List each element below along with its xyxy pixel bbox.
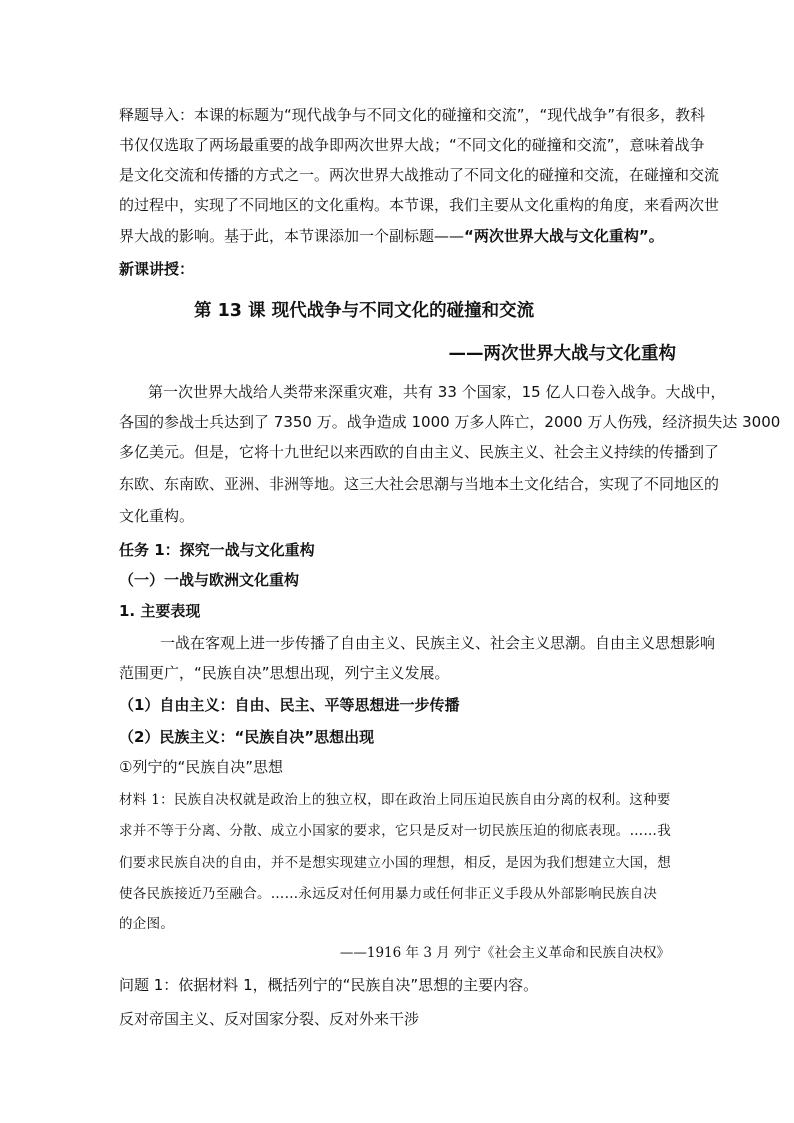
lesson-subtitle: ——两次世界大战与文化重构	[448, 344, 676, 364]
part-heading: （一）一战与欧洲文化重构	[119, 571, 300, 589]
performance-line-2: 范围更广，“民族自决”思想出现，列宁主义发展。	[119, 664, 450, 682]
point-heading: 1. 主要表现	[119, 602, 201, 620]
material-line-2: 求并不等于分离、分散、成立小国家的要求，它只是反对一切民族压迫的彻底表现。……我	[119, 823, 671, 839]
section-heading: 新课讲授：	[119, 260, 195, 278]
material-line-3: 们要求民族自决的自由，并不是想实现建立小国的理想，相反，是因为我们想建立大国，想	[119, 855, 671, 871]
material-line-5: 的企图。	[119, 916, 175, 932]
task-heading: 任务 1：探究一战与文化重构	[119, 541, 315, 559]
overview-line-1: 第一次世界大战给人类带来深重灾难，共有 33 个国家，15 亿人口卷入战争。大战中，	[148, 383, 726, 401]
intro-line-5	[119, 226, 664, 246]
material-line-4: 使各民族接近乃至融合。……永远反对任何用暴力或任何非正义手段从外部影响民族自决	[119, 886, 658, 902]
overview-line-2: 各国的参战士兵达到了 7350 万。战争造成 1000 万多人阵亡，2000 万人伤残，经济损失达 3000	[119, 413, 781, 431]
intro-line-3: 是文化交流和传播的方式之一。两次世界大战推动了不同文化的碰撞和交流，在碰撞和交流	[119, 166, 720, 184]
sub-heading-liberalism: （1）自由主义：自由、民主、平等思想进一步传播	[119, 696, 460, 714]
lenin-heading: ①列宁的“民族自决”思想	[119, 758, 283, 776]
overview-line-3: 多亿美元。但是，它将十九世纪以来西欧的自由主义、民族主义、社会主义持续的传播到了	[119, 443, 720, 461]
performance-line-1: 一战在客观上进一步传播了自由主义、民族主义、社会主义思潮。自由主义思想影响	[160, 634, 716, 652]
intro-subtitle-emphasis: “两次世界大战与文化重构”。	[464, 227, 664, 245]
material-line-1: 材料 1：民族自决权就是政治上的独立权，即在政治上同压迫民族自由分离的权利。这种要	[119, 792, 671, 808]
lesson-title: 第 13 课 现代战争与不同文化的碰撞和交流	[194, 301, 535, 321]
overview-line-5: 文化重构。	[119, 507, 195, 525]
sub-heading-nationalism: （2）民族主义：“民族自决”思想出现	[119, 728, 375, 746]
intro-line-2: 书仅仅选取了两场最重要的战争即两次世界大战；“不同文化的碰撞和交流”，意味着战争	[119, 136, 705, 154]
material-source: ——1916 年 3 月 列宁《社会主义革命和民族自决权》	[339, 945, 670, 961]
intro-line-5-text: 界大战的影响。基于此，本节课添加一个副标题——	[119, 227, 465, 245]
overview-line-4: 东欧、东南欧、亚洲、非洲等地。这三大社会思潮与当地本土文化结合，实现了不同地区的	[119, 475, 720, 493]
intro-line-4: 的过程中，实现了不同地区的文化重构。本节课，我们主要从文化重构的角度，来看两次世	[119, 196, 720, 214]
answer-1: 反对帝国主义、反对国家分裂、反对外来干涉	[119, 1010, 420, 1028]
question-1: 问题 1：依据材料 1，概括列宁的“民族自决”思想的主要内容。	[119, 976, 539, 994]
intro-line-1: 释题导入：本课的标题为“现代战争与不同文化的碰撞和交流”，“现代战争”有很多，教科	[119, 106, 706, 124]
